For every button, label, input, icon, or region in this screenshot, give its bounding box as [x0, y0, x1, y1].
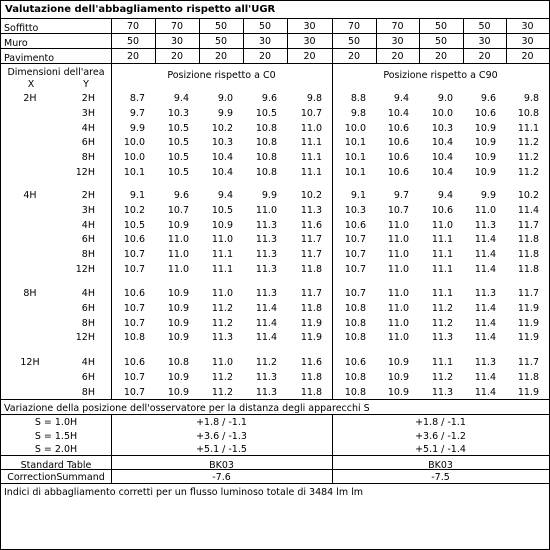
- ugr-value: 11.6: [300, 357, 322, 368]
- ugr-value: 11.9: [517, 387, 539, 398]
- ugr-value: 11.1: [431, 288, 453, 299]
- ceiling-value: 50: [434, 21, 448, 32]
- ugr-value: 10.8: [344, 387, 366, 398]
- room-y-value: 6H: [81, 303, 95, 314]
- ugr-value: 10.7: [300, 108, 322, 119]
- ugr-value: 10.9: [167, 318, 189, 329]
- ugr-value: 9.4: [393, 93, 409, 104]
- ugr-value: 11.8: [517, 264, 539, 275]
- ugr-value: 10.7: [123, 303, 145, 314]
- ugr-value: 10.9: [167, 303, 189, 314]
- variation-c0: +3.6 / -1.3: [196, 430, 247, 442]
- ugr-value: 10.6: [431, 205, 453, 216]
- ugr-value: 9.8: [523, 93, 539, 104]
- ugr-value: 11.7: [517, 288, 539, 299]
- footer-note: Indici di abbagliamento corretti per un flusso luminoso totale di 3484 lm lm: [4, 487, 364, 498]
- ugr-value: 10.3: [431, 123, 453, 134]
- row-divider: [1, 414, 549, 415]
- spacing-label: S = 2.0H: [34, 444, 78, 455]
- ugr-value: 11.3: [255, 234, 277, 245]
- ugr-value: 11.9: [517, 332, 539, 343]
- walls-value: 30: [258, 36, 272, 47]
- ugr-value: 10.9: [167, 372, 189, 383]
- ugr-value: 9.4: [173, 93, 189, 104]
- room-x-value: 12H: [20, 357, 40, 368]
- ugr-value: 11.3: [300, 205, 322, 216]
- ugr-value: 10.1: [344, 167, 366, 178]
- ugr-value: 11.3: [255, 387, 277, 398]
- ugr-value: 10.8: [167, 357, 189, 368]
- table-title: Valutazione dell'abbagliamento rispetto all'UGR: [5, 4, 276, 15]
- ugr-value: 11.2: [431, 318, 453, 329]
- ugr-value: 10.0: [123, 137, 145, 148]
- variation-c90: +1.8 / -1.1: [415, 417, 466, 428]
- ceiling-value: 70: [391, 21, 404, 32]
- ugr-value: 10.1: [123, 167, 145, 178]
- standard-table-c90: BK03: [428, 460, 453, 471]
- ugr-value: 9.9: [217, 108, 233, 119]
- ugr-value: 10.2: [300, 190, 322, 201]
- ugr-value: 11.2: [211, 303, 233, 314]
- room-y-value: 6H: [81, 137, 95, 148]
- ugr-value: 10.9: [387, 387, 409, 398]
- ugr-value: 10.9: [167, 288, 189, 299]
- ugr-value: 9.1: [350, 190, 366, 201]
- ugr-value: 11.4: [474, 303, 496, 314]
- ugr-value: 11.4: [255, 332, 277, 343]
- room-y-value: 12H: [75, 264, 95, 275]
- row-divider: [1, 469, 549, 470]
- ceiling-value: 70: [126, 21, 140, 32]
- floor-value: 20: [214, 51, 228, 62]
- ceiling-value: 50: [258, 21, 272, 32]
- walls-value: 30: [478, 36, 491, 47]
- room-y-value: 8H: [81, 152, 95, 163]
- ugr-value: 11.0: [387, 264, 409, 275]
- ugr-value: 11.3: [474, 357, 496, 368]
- ugr-value: 11.3: [255, 264, 277, 275]
- ugr-value: 11.0: [211, 234, 233, 245]
- ugr-value: 11.0: [387, 332, 409, 343]
- ugr-value: 10.7: [387, 205, 409, 216]
- floor-value: 20: [521, 51, 534, 62]
- ugr-value: 11.7: [517, 220, 539, 231]
- correction-c90: -7.5: [431, 472, 450, 483]
- ugr-value: 10.8: [255, 167, 277, 178]
- ugr-value: 11.0: [431, 220, 453, 231]
- ugr-value: 11.0: [167, 249, 189, 260]
- ugr-value: 10.6: [474, 108, 496, 119]
- spacing-label: S = 1.5H: [34, 430, 78, 442]
- ugr-value: 11.8: [517, 249, 539, 260]
- row-divider: [1, 63, 549, 64]
- ceiling-value: 30: [303, 21, 316, 32]
- room-x-value: 2H: [23, 93, 37, 104]
- room-y-value: 4H: [81, 288, 95, 299]
- ugr-value: 11.0: [211, 357, 233, 368]
- floor-label: Pavimento: [4, 53, 55, 64]
- ugr-value: 10.6: [123, 288, 145, 299]
- ugr-value: 10.8: [344, 332, 366, 343]
- ugr-value: 10.4: [431, 137, 453, 148]
- walls-value: 50: [434, 36, 448, 47]
- ugr-value: 10.2: [211, 123, 233, 134]
- ugr-value: 10.5: [167, 123, 189, 134]
- ugr-value: 10.7: [344, 264, 366, 275]
- ceiling-value: 50: [478, 21, 491, 32]
- ugr-value: 11.7: [517, 357, 539, 368]
- ugr-value: 11.2: [517, 152, 539, 163]
- ugr-value: 11.8: [517, 234, 539, 245]
- walls-value: 30: [391, 36, 404, 47]
- ugr-value: 11.4: [474, 372, 496, 383]
- ugr-value: 10.1: [344, 137, 366, 148]
- variation-c0: +5.1 / -1.5: [196, 444, 247, 455]
- standard-table-c0: BK03: [209, 460, 234, 471]
- ugr-value: 10.0: [431, 108, 453, 119]
- ugr-value: 11.7: [300, 234, 322, 245]
- ugr-value: 11.1: [431, 234, 453, 245]
- ugr-value: 9.6: [261, 93, 277, 104]
- ugr-value: 10.7: [344, 288, 366, 299]
- ugr-value: 10.9: [474, 123, 496, 134]
- variation-c90: +3.6 / -1.2: [415, 430, 466, 442]
- y-axis-label: Y: [83, 79, 89, 90]
- ugr-value: 10.2: [517, 190, 539, 201]
- ugr-value: 10.1: [344, 152, 366, 163]
- ugr-value: 11.6: [300, 220, 322, 231]
- room-y-value: 2H: [81, 93, 95, 104]
- ugr-value: 11.0: [387, 220, 409, 231]
- floor-value: 20: [347, 51, 361, 62]
- row-divider: [1, 483, 549, 484]
- ugr-value: 10.4: [211, 167, 233, 178]
- room-y-value: 6H: [81, 234, 95, 245]
- walls-value: 50: [126, 36, 140, 47]
- ugr-value: 11.9: [300, 332, 322, 343]
- ugr-value: 11.2: [517, 167, 539, 178]
- floor-value: 20: [258, 51, 272, 62]
- ugr-value: 11.3: [431, 332, 453, 343]
- ugr-value: 10.8: [344, 318, 366, 329]
- ugr-value: 10.3: [167, 108, 189, 119]
- ugr-value: 9.8: [350, 108, 366, 119]
- ceiling-value: 30: [521, 21, 534, 32]
- ugr-value: 9.1: [129, 190, 145, 201]
- ugr-value: 11.4: [474, 264, 496, 275]
- ugr-value: 11.8: [300, 303, 322, 314]
- ugr-value: 11.0: [387, 303, 409, 314]
- ugr-value: 10.2: [123, 205, 145, 216]
- floor-value: 20: [434, 51, 448, 62]
- walls-value: 30: [521, 36, 534, 47]
- ugr-value: 11.9: [517, 318, 539, 329]
- row-divider: [1, 33, 549, 34]
- ugr-value: 10.7: [123, 372, 145, 383]
- ugr-value: 10.4: [431, 152, 453, 163]
- ugr-value: 9.9: [261, 190, 277, 201]
- room-dimensions-label: Dimensioni dell'area: [7, 67, 105, 78]
- ugr-value: 11.3: [474, 288, 496, 299]
- room-y-value: 4H: [81, 220, 95, 231]
- ugr-value: 9.4: [217, 190, 233, 201]
- walls-label: Muro: [4, 38, 28, 49]
- ugr-value: 10.3: [344, 205, 366, 216]
- ugr-value: 10.8: [255, 137, 277, 148]
- ugr-value: 8.8: [350, 93, 366, 104]
- ugr-value: 11.4: [517, 205, 539, 216]
- ugr-value: 10.7: [344, 234, 366, 245]
- correction-label: CorrectionSummand: [7, 472, 105, 483]
- row-divider: [1, 48, 549, 49]
- ceiling-label: Soffitto: [4, 23, 39, 34]
- room-y-value: 6H: [81, 372, 95, 383]
- ugr-value: 9.6: [173, 190, 189, 201]
- ugr-value: 11.1: [211, 249, 233, 260]
- ugr-value: 10.9: [387, 372, 409, 383]
- floor-value: 20: [170, 51, 184, 62]
- row-divider: [1, 18, 549, 19]
- ugr-value: 10.5: [167, 152, 189, 163]
- ugr-value: 11.0: [255, 205, 277, 216]
- position-c90-label: Posizione rispetto a C90: [383, 70, 498, 81]
- ugr-value: 10.6: [344, 220, 366, 231]
- ugr-value: 11.0: [300, 123, 322, 134]
- ugr-value: 10.5: [211, 205, 233, 216]
- ugr-value: 9.0: [217, 93, 233, 104]
- ugr-value: 10.4: [211, 152, 233, 163]
- ugr-value: 11.2: [211, 318, 233, 329]
- room-x-value: 8H: [23, 288, 37, 299]
- ugr-value: 11.1: [300, 137, 322, 148]
- ugr-value: 11.4: [474, 387, 496, 398]
- correction-c0: -7.6: [212, 472, 231, 483]
- ugr-value: 10.0: [344, 123, 366, 134]
- ugr-value: 11.4: [474, 234, 496, 245]
- ugr-value: 11.8: [517, 372, 539, 383]
- ugr-value: 11.3: [255, 220, 277, 231]
- ugr-value: 10.7: [123, 318, 145, 329]
- variation-c0: +1.8 / -1.1: [196, 417, 247, 428]
- ugr-value: 10.5: [167, 137, 189, 148]
- ugr-value: 10.8: [255, 123, 277, 134]
- row-divider: [1, 399, 549, 400]
- position-c0-label: Posizione rispetto a C0: [167, 70, 276, 81]
- ugr-value: 11.9: [300, 318, 322, 329]
- ugr-value: 11.3: [431, 387, 453, 398]
- walls-value: 50: [347, 36, 361, 47]
- ugr-value: 11.1: [431, 357, 453, 368]
- ugr-value: 11.2: [431, 372, 453, 383]
- room-y-value: 8H: [81, 318, 95, 329]
- ugr-value: 11.2: [517, 137, 539, 148]
- ugr-value: 11.8: [300, 387, 322, 398]
- ugr-value: 11.7: [300, 249, 322, 260]
- ugr-value: 10.7: [123, 264, 145, 275]
- ugr-value: 10.6: [387, 123, 409, 134]
- ugr-value: 11.1: [300, 167, 322, 178]
- ugr-value: 10.7: [167, 205, 189, 216]
- room-y-value: 4H: [81, 357, 95, 368]
- x-axis-label: X: [27, 79, 35, 90]
- ugr-value: 10.8: [123, 332, 145, 343]
- ugr-value: 10.5: [123, 220, 145, 231]
- room-y-value: 4H: [81, 123, 95, 134]
- walls-value: 50: [214, 36, 228, 47]
- spacing-label: S = 1.0H: [34, 417, 78, 428]
- ugr-value: 10.9: [474, 137, 496, 148]
- variation-c90: +5.1 / -1.4: [415, 444, 466, 455]
- ugr-value: 10.8: [255, 152, 277, 163]
- room-y-value: 8H: [81, 249, 95, 260]
- ugr-value: 10.5: [255, 108, 277, 119]
- ugr-value: 10.6: [387, 137, 409, 148]
- ugr-value: 9.8: [306, 93, 322, 104]
- ugr-value: 11.3: [474, 220, 496, 231]
- ugr-value: 11.4: [474, 318, 496, 329]
- ugr-value: 11.8: [300, 264, 322, 275]
- room-y-value: 12H: [75, 332, 95, 343]
- ugr-value: 9.6: [480, 93, 496, 104]
- ugr-value: 11.1: [211, 264, 233, 275]
- ugr-value: 10.9: [474, 152, 496, 163]
- variation-label: Variazione della posizione dell'osservatore per la distanza degli apparecchi S: [4, 403, 370, 414]
- ugr-value: 11.1: [517, 123, 539, 134]
- ugr-value: 10.9: [474, 167, 496, 178]
- ugr-value: 11.0: [387, 288, 409, 299]
- ugr-value: 8.7: [129, 93, 145, 104]
- ugr-value: 10.6: [123, 357, 145, 368]
- ugr-value: 11.4: [474, 249, 496, 260]
- ugr-value: 9.9: [129, 123, 145, 134]
- ugr-value: 11.1: [431, 249, 453, 260]
- room-y-value: 3H: [81, 205, 95, 216]
- floor-value: 20: [478, 51, 491, 62]
- ugr-value: 11.0: [167, 264, 189, 275]
- ceiling-value: 70: [170, 21, 184, 32]
- ugr-value: 11.1: [431, 264, 453, 275]
- floor-value: 20: [303, 51, 316, 62]
- room-y-value: 2H: [81, 190, 95, 201]
- ugr-value: 9.4: [437, 190, 453, 201]
- ugr-value: 11.2: [255, 357, 277, 368]
- room-y-value: 3H: [81, 108, 95, 119]
- ugr-value: 10.6: [387, 167, 409, 178]
- ugr-value: 11.3: [255, 288, 277, 299]
- ugr-value: 9.7: [393, 190, 409, 201]
- floor-value: 20: [391, 51, 404, 62]
- ugr-value: 10.9: [387, 357, 409, 368]
- ugr-value: 11.2: [211, 372, 233, 383]
- ugr-value: 10.7: [123, 387, 145, 398]
- ugr-value: 10.9: [167, 220, 189, 231]
- ugr-value: 10.6: [387, 152, 409, 163]
- ugr-value: 11.3: [211, 332, 233, 343]
- ugr-value: 11.0: [211, 288, 233, 299]
- ugr-value: 11.8: [300, 372, 322, 383]
- ugr-value: 9.0: [437, 93, 453, 104]
- ugr-value: 10.4: [431, 167, 453, 178]
- ugr-value: 9.7: [129, 108, 145, 119]
- ugr-value: 11.3: [255, 249, 277, 260]
- ugr-value: 10.9: [211, 220, 233, 231]
- ugr-value: 10.8: [344, 303, 366, 314]
- ugr-value: 10.4: [387, 108, 409, 119]
- ugr-value: 10.5: [167, 167, 189, 178]
- ugr-value: 10.6: [123, 234, 145, 245]
- ugr-value: 10.8: [517, 108, 539, 119]
- room-y-value: 12H: [75, 167, 95, 178]
- ugr-value: 11.2: [431, 303, 453, 314]
- ugr-value: 10.3: [211, 137, 233, 148]
- ceiling-value: 70: [347, 21, 361, 32]
- ugr-value: 11.0: [387, 318, 409, 329]
- ugr-value: 9.9: [480, 190, 496, 201]
- ugr-value: 11.2: [211, 387, 233, 398]
- ugr-value: 11.4: [474, 332, 496, 343]
- ugr-value: 10.7: [123, 249, 145, 260]
- ugr-value: 11.9: [517, 303, 539, 314]
- ugr-value: 10.0: [123, 152, 145, 163]
- ugr-value: 11.1: [300, 152, 322, 163]
- ugr-value: 11.0: [167, 234, 189, 245]
- ugr-value: 11.3: [255, 372, 277, 383]
- ugr-value: 10.7: [344, 249, 366, 260]
- ugr-value: 10.8: [344, 372, 366, 383]
- walls-value: 30: [170, 36, 184, 47]
- ugr-value: 10.6: [344, 357, 366, 368]
- room-y-value: 8H: [81, 387, 95, 398]
- ugr-value: 11.7: [300, 288, 322, 299]
- ugr-value: 11.0: [474, 205, 496, 216]
- room-x-value: 4H: [23, 190, 37, 201]
- floor-value: 20: [126, 51, 140, 62]
- ugr-value: 11.0: [387, 249, 409, 260]
- ugr-value: 11.4: [255, 318, 277, 329]
- standard-table-label: Standard Table: [20, 460, 92, 471]
- ceiling-value: 50: [214, 21, 228, 32]
- walls-value: 30: [303, 36, 316, 47]
- ugr-value: 11.4: [255, 303, 277, 314]
- ugr-value: 11.0: [387, 234, 409, 245]
- ugr-value: 10.9: [167, 332, 189, 343]
- ugr-value: 10.9: [167, 387, 189, 398]
